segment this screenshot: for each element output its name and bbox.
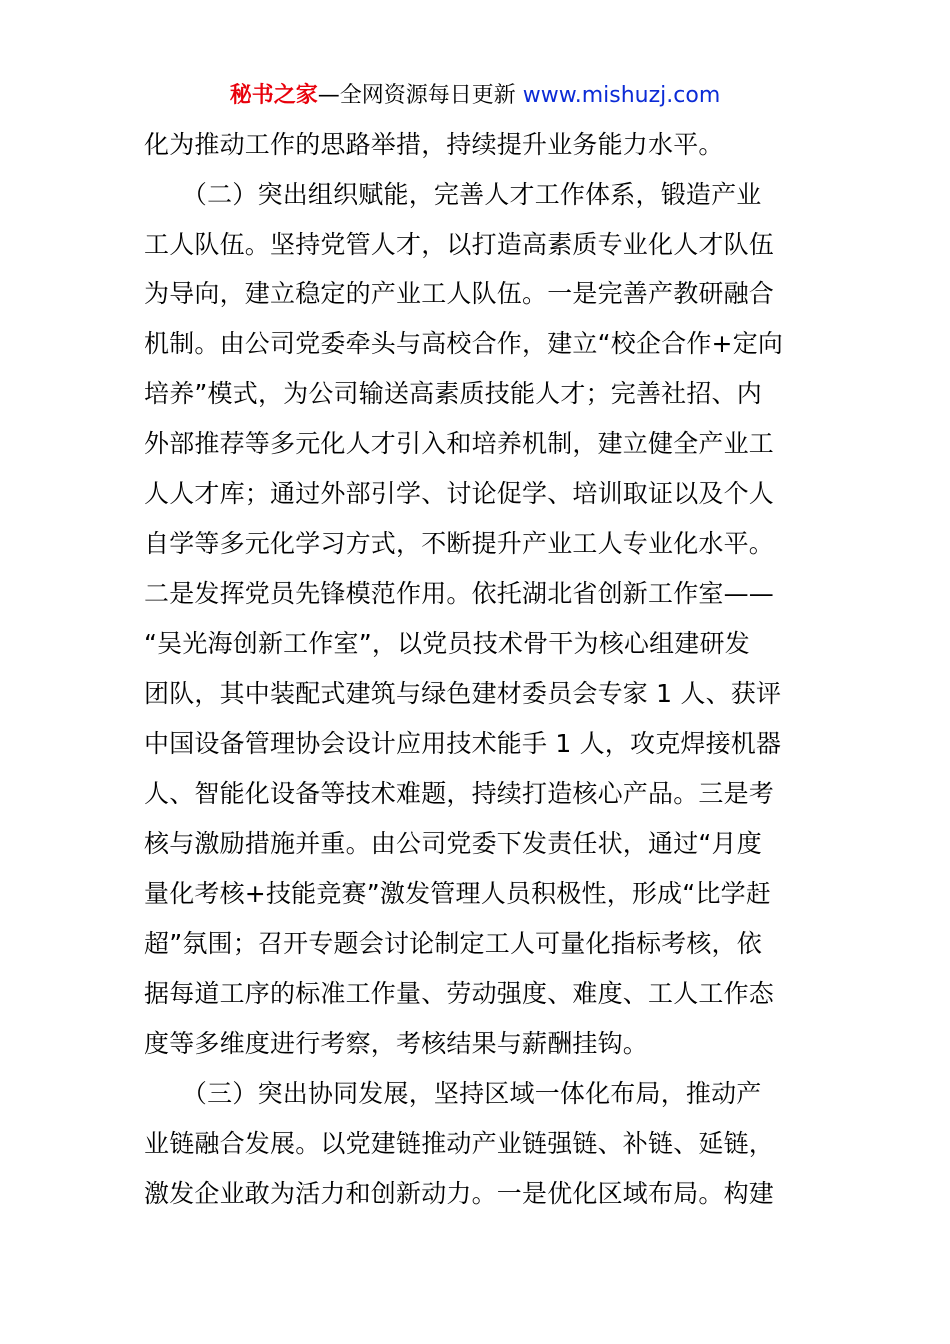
text-line: “吴光海创新工作室”，以党员技术骨干为核心组建研发 <box>144 629 750 658</box>
text-line: 二是发挥党员先锋模范作用。依托湖北省创新工作室—— <box>144 579 775 608</box>
text-line: 业链融合发展。以党建链推动产业链强链、补链、延链， <box>144 1129 775 1158</box>
text-line: （三）突出协同发展，坚持区域一体化布局，推动产 <box>144 1079 762 1108</box>
site-header <box>0 80 950 112</box>
text-line: 外部推荐等多元化人才引入和培养机制，建立健全产业工 <box>144 429 775 458</box>
text-line: 激发企业敢为活力和创新动力。一是优化区域布局。构建 <box>144 1179 775 1208</box>
header-tagline: —全网资源每日更新 <box>317 83 523 108</box>
text-line: 人、智能化设备等技术难题，持续打造核心产品。三是考 <box>144 779 775 808</box>
text-line: 量化考核+技能竞赛”激发管理人员积极性，形成“比学赶 <box>144 879 772 908</box>
text-line: 中国设备管理协会设计应用技术能手 1 人，攻克焊接机器 <box>144 729 782 758</box>
brand-name: 秘书之家 <box>229 83 318 108</box>
text-line: 培养”模式，为公司输送高素质技能人才；完善社招、内 <box>144 379 762 408</box>
text-line: 工人队伍。坚持党管人才，以打造高素质专业化人才队伍 <box>144 230 775 259</box>
text-line: 团队，其中装配式建筑与绿色建材委员会专家 1 人、获评 <box>144 679 782 708</box>
text-line: 自学等多元化学习方式，不断提升产业工人专业化水平。 <box>144 529 775 558</box>
text-line: 机制。由公司党委牵头与高校合作，建立“校企合作+定向 <box>144 329 784 358</box>
text-line: 为导向，建立稳定的产业工人队伍。一是完善产教研融合 <box>144 279 775 308</box>
text-line: 核与激励措施并重。由公司党委下发责任状，通过“月度 <box>144 829 762 858</box>
text-line: 人人才库；通过外部引学、讨论促学、培训取证以及个人 <box>144 479 775 508</box>
text-line: 度等多维度进行考察，考核结果与薪酬挂钩。 <box>144 1029 649 1058</box>
text-line: 超”氛围；召开专题会讨论制定工人可量化指标考核，依 <box>144 929 762 958</box>
text-line: 化为推动工作的思路举措，持续提升业务能力水平。 <box>144 130 724 159</box>
text-line: （二）突出组织赋能，完善人才工作体系，锻造产业 <box>144 180 762 209</box>
site-url[interactable]: www.mishuzj.com <box>522 83 721 108</box>
text-line: 据每道工序的标准工作量、劳动强度、难度、工人工作态 <box>144 979 775 1008</box>
